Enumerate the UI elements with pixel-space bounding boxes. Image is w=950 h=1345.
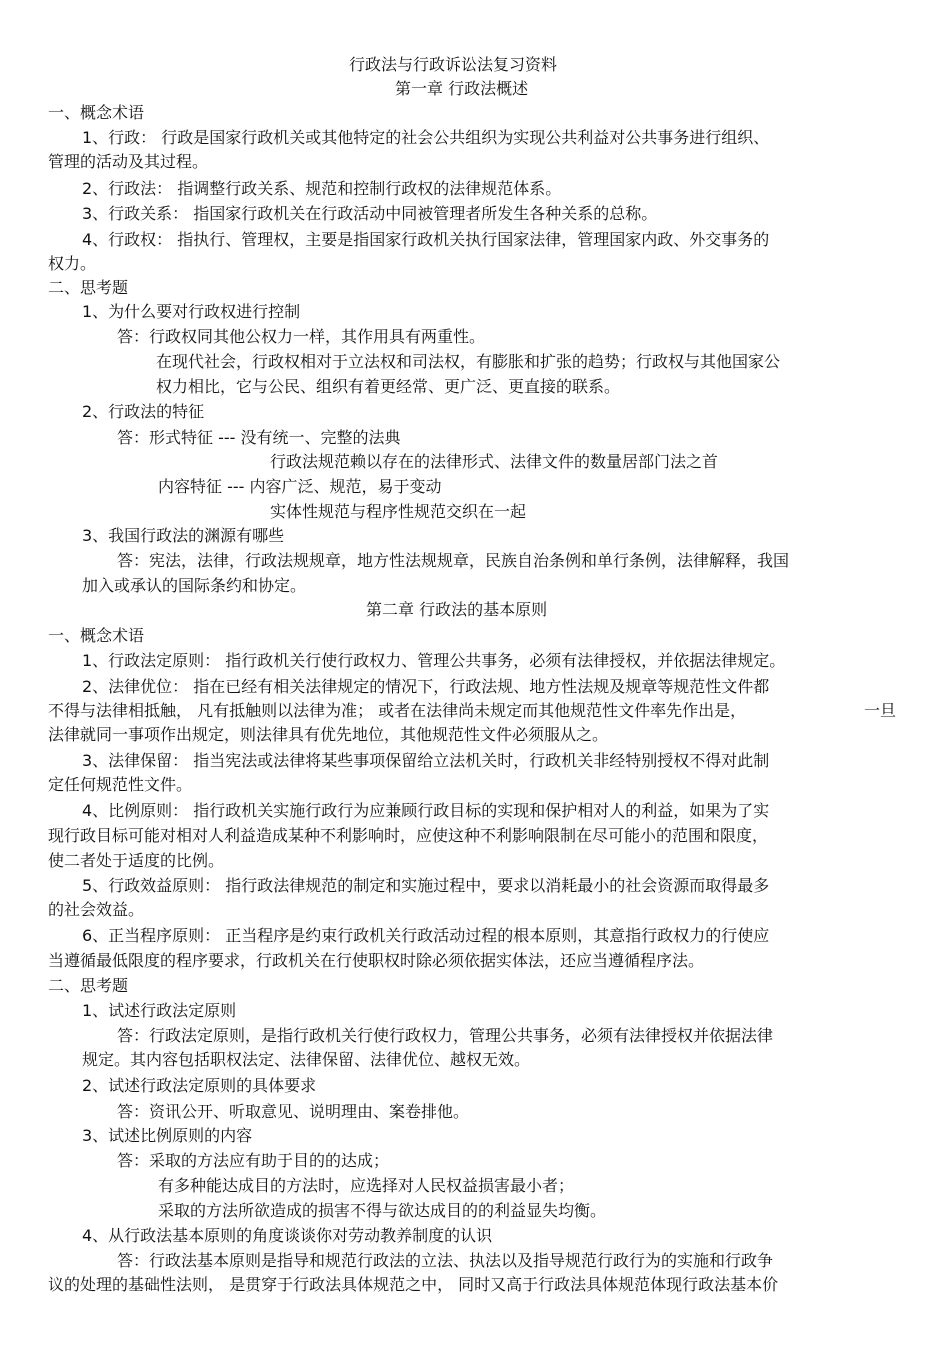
answer: 规定。其内容包括职权法定、法律保留、法律优位、越权无效。 (82, 1050, 531, 1069)
section-heading: 一、概念术语 (48, 626, 145, 645)
term-paragraph: 使二者处于适度的比例。 (48, 851, 225, 870)
answer: 行政法规范赖以存在的法律形式、法律文件的数量居部门法之首 (270, 452, 719, 471)
term-paragraph: 法律就同一事项作出规定，则法律具有优先地位，其他规范性文件必须服从之。 (48, 725, 609, 744)
question: 2、试述行政法定原则的具体要求 (82, 1076, 317, 1095)
answer: 采取的方法所欲造成的损害不得与欲达成目的的利益显失均衡。 (158, 1201, 607, 1220)
answer: 在现代社会，行政权相对于立法权和司法权，有膨胀和扩张的趋势；行政权与其他国家公 (156, 352, 781, 371)
question: 3、试述比例原则的内容 (82, 1126, 253, 1145)
section-heading: 二、思考题 (48, 278, 129, 297)
term-paragraph: 6、正当程序原则： 正当程序是约束行政机关行政活动过程的根本原则，其意指行政权力的行使应 (82, 926, 770, 945)
answer: 答：行政法基本原则是指导和规范行政法的立法、执法以及指导规范行政行为的实施和行政争 (117, 1251, 774, 1270)
answer: 答：资讯公开、听取意见、说明理由、案卷排他。 (117, 1102, 470, 1121)
term-paragraph: 管理的活动及其过程。 (48, 152, 209, 171)
term-paragraph: 当遵循最低限度的程序要求，行政机关在行使职权时除必须依据实体法，还应当遵循程序法。 (48, 951, 705, 970)
answer: 答：宪法，法律，行政法规规章，地方性法规规章，民族自治条例和单行条例，法律解释，我国 (117, 551, 790, 570)
term-paragraph: 3、法律保留： 指当宪法或法律将某些事项保留给立法机关时，行政机关非经特别授权不得对此制 (82, 751, 770, 770)
answer: 答：形式特征 --- 没有统一、完整的法典 (117, 428, 401, 447)
term-paragraph: 5、行政效益原则： 指行政法律规范的制定和实施过程中，要求以消耗最小的社会资源而取得最多 (82, 876, 770, 895)
answer: 有多种能达成目的方法时，应选择对人民权益损害最小者； (158, 1176, 575, 1195)
term-paragraph: 2、法律优位： 指在已经有相关法律规定的情况下，行政法规、地方性法规及规章等规范性文件都 (82, 677, 770, 696)
term-paragraph: 现行政目标可能对相对人利益造成某种不利影响时，应使这种不利影响限制在尽可能小的范围和限度， (48, 826, 769, 845)
term-paragraph: 3、行政关系： 指国家行政机关在行政活动中同被管理者所发生各种关系的总称。 (82, 204, 658, 223)
answer: 议的处理的基础性法则， 是贯穿于行政法具体规范之中， 同时又高于行政法具体规范体现行政法基本价 (48, 1275, 779, 1294)
section-heading: 一、概念术语 (48, 103, 145, 122)
answer: 答：行政法定原则，是指行政机关行使行政权力，管理公共事务，必须有法律授权并依据法律 (117, 1026, 774, 1045)
answer: 实体性规范与程序性规范交织在一起 (270, 502, 527, 521)
answer: 答：行政权同其他公权力一样，其作用具有两重性。 (117, 327, 486, 346)
term-paragraph: 权力。 (48, 254, 97, 273)
document-title: 行政法与行政诉讼法复习资料 (349, 55, 558, 74)
term-paragraph: 的社会效益。 (48, 900, 145, 919)
answer: 加入或承认的国际条约和协定。 (82, 576, 307, 595)
answer: 答：采取的方法应有助于目的的达成； (117, 1151, 390, 1170)
term-paragraph: 1、行政： 行政是国家行政机关或其他特定的社会公共组织为实现公共利益对公共事务进行组织、 (82, 128, 770, 147)
term-paragraph: 一旦 (864, 701, 897, 720)
question: 3、我国行政法的渊源有哪些 (82, 526, 285, 545)
term-paragraph: 4、比例原则： 指行政机关实施行政行为应兼顾行政目标的实现和保护相对人的利益，如果为了实 (82, 801, 770, 820)
question: 2、行政法的特征 (82, 402, 205, 421)
chapter-2-heading: 第二章 行政法的基本原则 (366, 600, 548, 619)
term-paragraph: 4、行政权： 指执行、管理权，主要是指国家行政机关执行国家法律，管理国家内政、外交事务的 (82, 230, 770, 249)
term-paragraph: 定任何规范性文件。 (48, 775, 193, 794)
answer: 权力相比，它与公民、组织有着更经常、更广泛、更直接的联系。 (156, 377, 621, 396)
question: 4、从行政法基本原则的角度谈谈你对劳动教养制度的认识 (82, 1226, 493, 1245)
chapter-1-heading: 第一章 行政法概述 (395, 79, 529, 98)
question: 1、试述行政法定原则 (82, 1001, 237, 1020)
term-paragraph: 不得与法律相抵触， 凡有抵触则以法律为准； 或者在法律尚未规定而其他规范性文件率先作出是， (48, 701, 747, 720)
section-heading: 二、思考题 (48, 976, 129, 995)
answer: 内容特征 --- 内容广泛、规范，易于变动 (158, 477, 442, 496)
term-paragraph: 2、行政法： 指调整行政关系、规范和控制行政权的法律规范体系。 (82, 179, 562, 198)
question: 1、为什么要对行政权进行控制 (82, 302, 301, 321)
term-paragraph: 1、行政法定原则： 指行政机关行使行政权力、管理公共事务，必须有法律授权，并依据法律规定。 (82, 651, 786, 670)
